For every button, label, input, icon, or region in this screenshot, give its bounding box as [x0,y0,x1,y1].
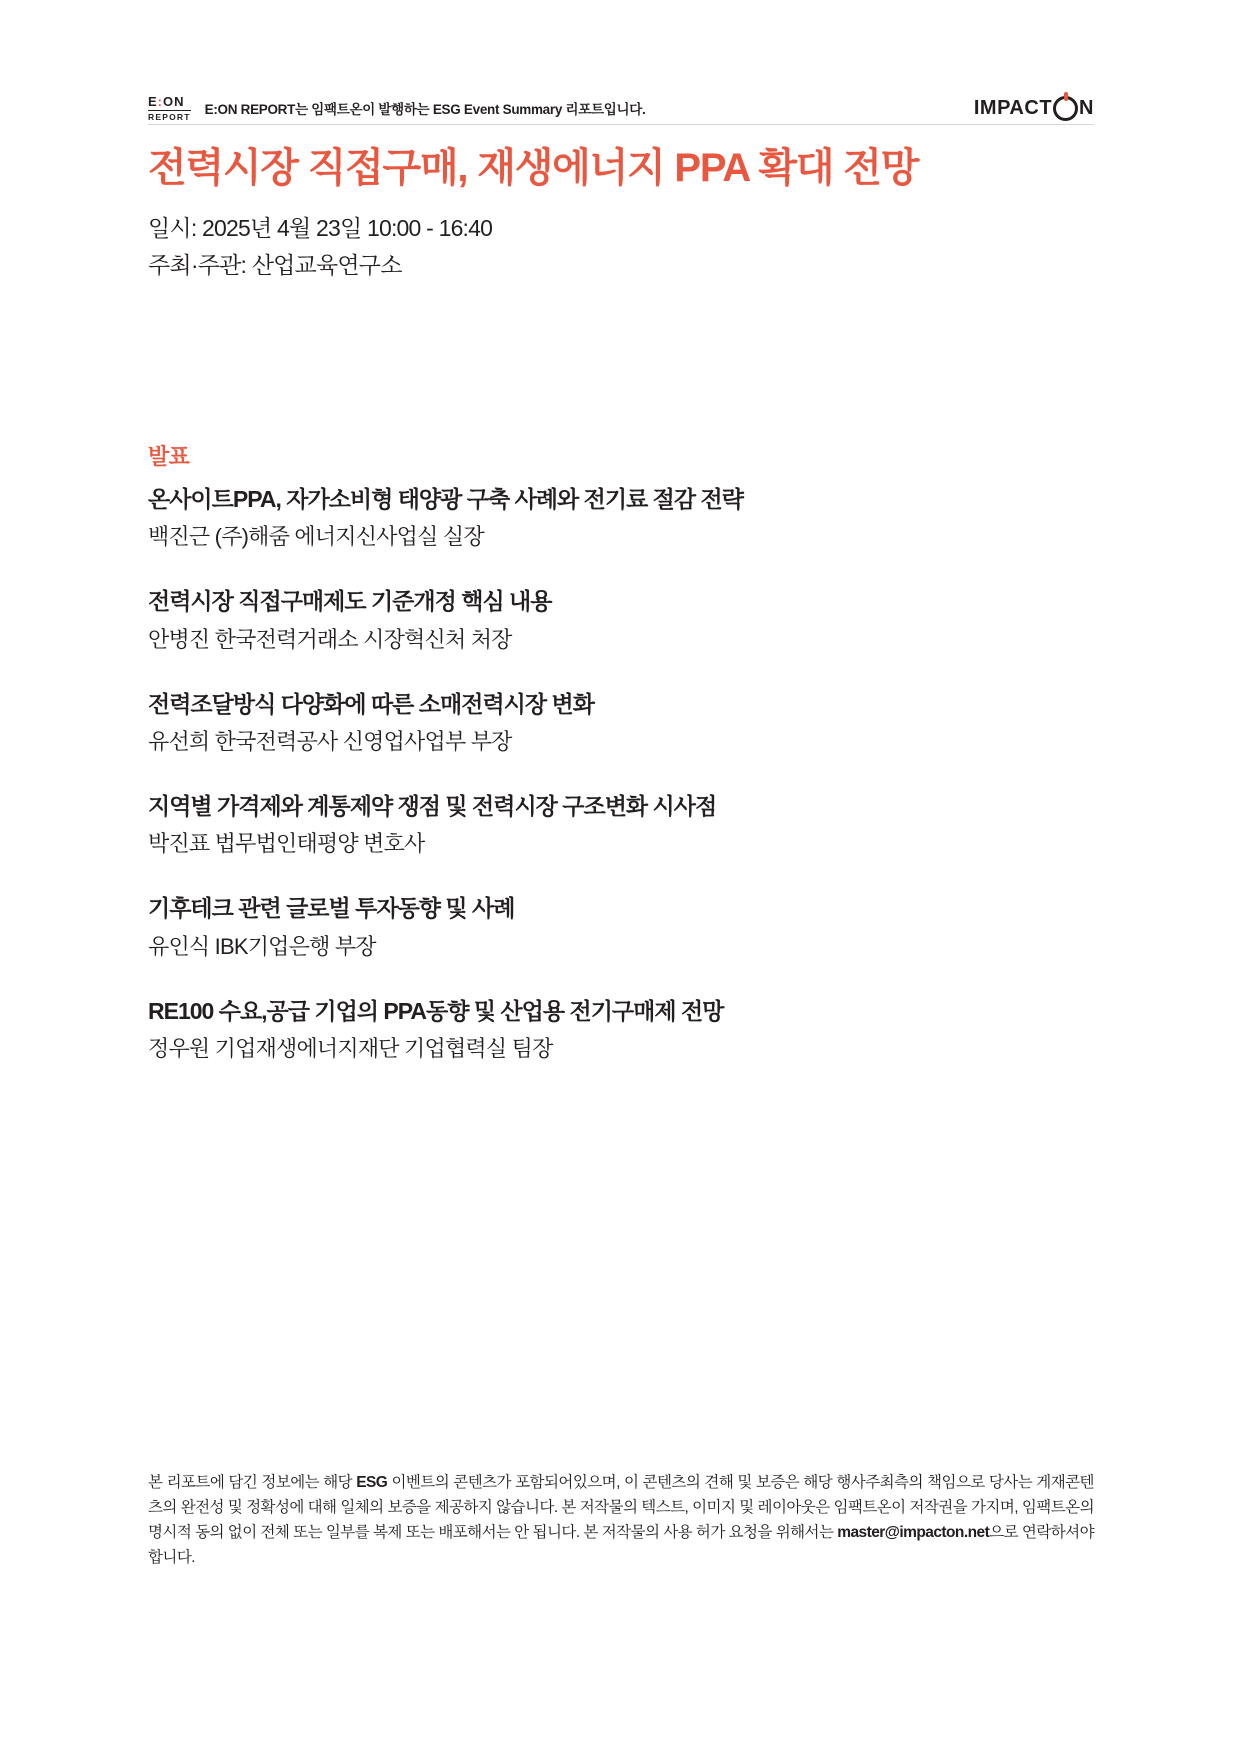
disclaimer-part-1: 본 리포트에 담긴 정보에는 해당 [148,1474,357,1491]
header-left-group [148,95,645,122]
disclaimer-part-3: 으로 연락하셔야 합니다. [148,1524,1095,1567]
session-item [148,688,1094,758]
disclaimer-part-2: 이벤트의 콘텐츠가 포함되어있으며, 이 콘텐츠의 견해 및 보증은 해당 행사주최측의 책임으로 당사는 게재콘텐츠의 완전성 및 정확성에 대해 일체의 보증을 제공하지 않습니다. 본 저작물의 텍스트, 이미지 및 레이아웃은 임팩트온이 저작권을 가지며, 임팩트온의 명시적 동의 없이 전체 또는 일부를 복제 또는 배포해서는 안 됩니다. 본 저작물의 사용 허가 요청을 위해서는 [148,1474,1094,1542]
session-speaker: 유선희 한국전력공사 신영업사업부 부장 [148,729,512,755]
session-item [148,995,1094,1065]
session-title: 기후테크 관련 글로벌 투자동향 및 사례 [148,895,515,922]
session-speaker: 백진근 (주)해줌 에너지신사업실 실장 [148,524,484,550]
disclaimer-esg-label: ESG [356,1474,388,1491]
eon-logo-primary: E:ON [148,93,185,109]
impacton-wordmark-right: N [1079,96,1094,119]
session-item [148,585,1094,655]
session-title: 전력시장 직접구매제도 기준개정 핵심 내용 [148,588,552,615]
session-title: 지역별 가격제와 계통제약 쟁점 및 전력시장 구조변화 시사점 [148,793,717,820]
program-section [148,440,1094,1065]
session-item [148,892,1094,962]
title-block [148,142,1094,285]
session-speaker: 박진표 법무법인태평양 변호사 [148,831,425,857]
event-host: 주최·주관: 산업교육연구소 [148,252,402,279]
header-divider [148,124,1094,125]
eon-logo-secondary: REPORT [148,111,191,122]
session-speaker: 유인식 IBK기업은행 부장 [148,933,376,959]
eon-report-logo [148,95,191,122]
impacton-o-icon [1053,96,1078,121]
program-section-label: 발표 [148,444,190,469]
header-tagline: E:ON REPORT는 임팩트온이 발행하는 ESG Event Summary 리포트입니다. [204,102,646,117]
event-date: 일시: 2025년 4월 23일 10:00 - 16:40 [148,215,493,241]
session-title: 전력조달방식 다양화에 따른 소매전력시장 변화 [148,690,594,717]
session-title: 온사이트PPA, 자가소비형 태양광 구축 사례와 전기료 절감 전략 [148,486,743,512]
session-item [148,483,1094,553]
page-title: 전력시장 직접구매, 재생에너지 PPA 확대 전망 [148,146,919,190]
disclaimer-text [148,1470,1094,1570]
session-speaker: 안병진 한국전력거래소 시장혁신처 처장 [148,626,512,652]
session-item [148,790,1094,860]
session-title: RE100 수요,공급 기업의 PPA동향 및 산업용 전기구매제 전망 [148,997,724,1024]
impacton-wordmark-left: IMPACT [973,96,1053,119]
impacton-logo [974,96,1094,121]
session-speaker: 정우원 기업재생에너지재단 기업협력실 팀장 [148,1036,553,1062]
contact-email: master@impacton.net [837,1524,990,1542]
